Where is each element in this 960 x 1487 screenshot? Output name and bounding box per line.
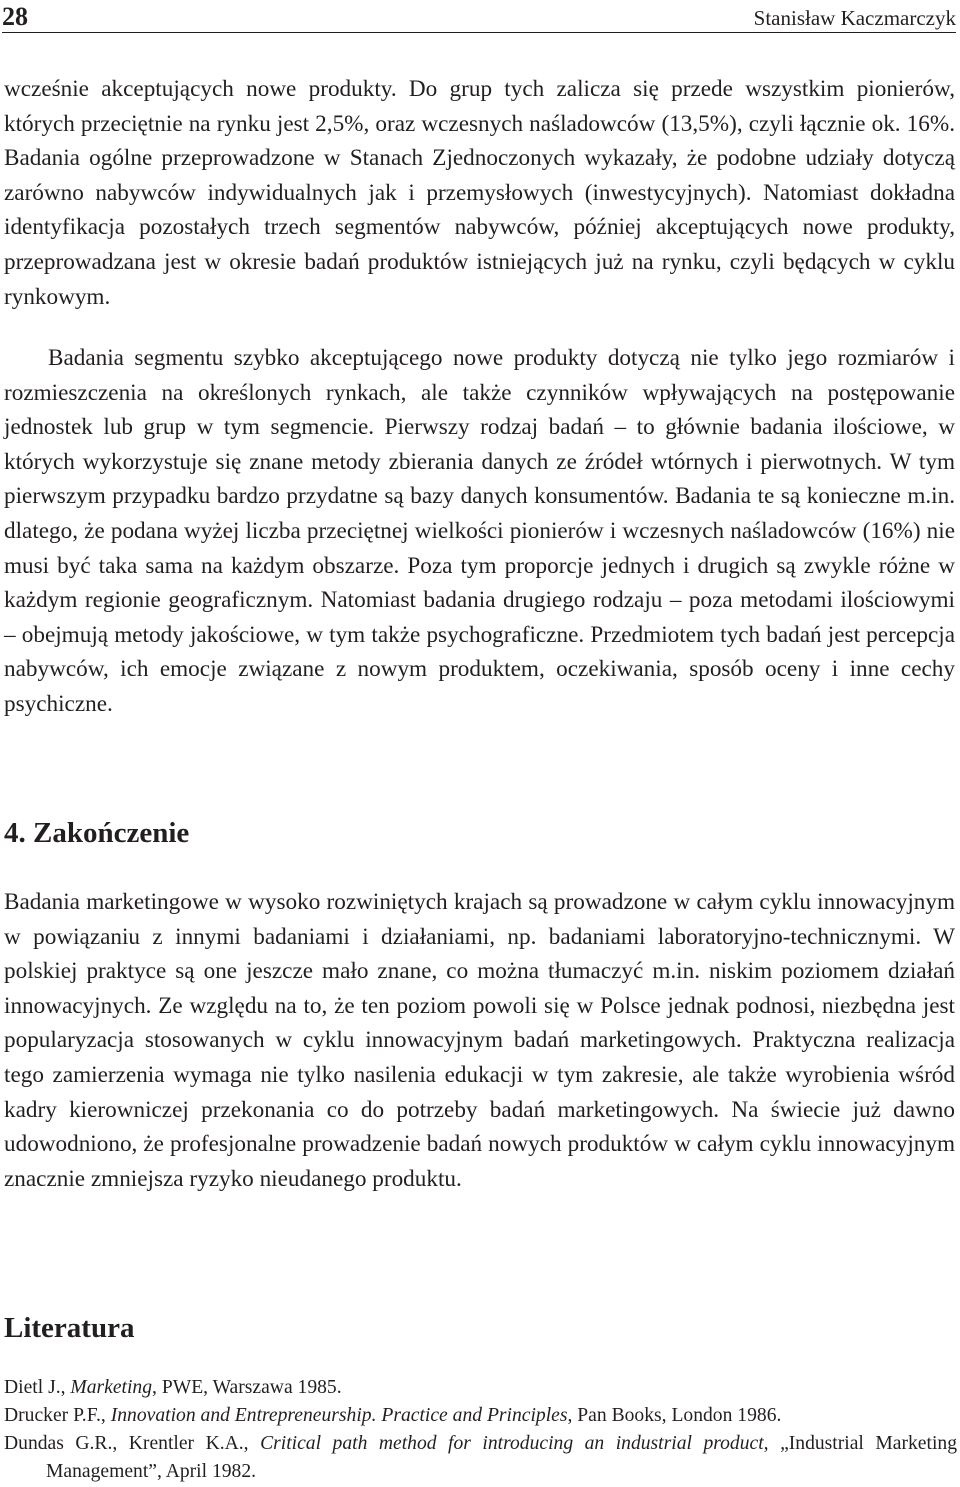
reference-item [4, 1430, 957, 1486]
reference-publisher: , PWE, Warszawa 1985. [152, 1377, 342, 1398]
reference-author: Drucker P.F., [4, 1405, 111, 1426]
reference-publisher: , Pan Books, London 1986. [567, 1405, 782, 1426]
reference-title: Critical path method for introducing an industrial product [260, 1433, 764, 1454]
paragraph-2: Badania segmentu szybko akceptującego nowe produkty dotyczą nie tylko jego rozmiarów i rozmieszczenia na określonych rynkach, ale także czynników wpływających na postępowanie jednostek lub grup w tym segmencie. Pierwszy rodzaj badań – to głównie badania ilościowe, w których wykorzystuje się znane metody zbierania danych ze źródeł wtórnych i pierwotnych. W tym pierwszym przypadku bardzo przydatne są bazy danych konsumentów. Badania te są konieczne m.in. dlatego, że podana wyżej liczba przeciętnej wielkości pionierów i wczesnych naśladowców (16%) nie musi być taka sama na każdym obszarze. Poza tym proporcje jednych i drugich są zwykle różne w każdym regionie geograficznym. Natomiast badania drugiego rodzaju – poza metodami ilościowymi – obejmują metody jakościowe, w tym także psychograficzne. Przedmiotem tych badań jest percepcja nabywców, ich emocje związane z nowym produktem, oczekiwania, sposób oceny i inne cechy psychiczne. [4, 345, 955, 717]
page-number: 28 [2, 2, 28, 31]
paragraph-1: wcześnie akceptujących nowe produkty. Do grup tych zalicza się przede wszystkim pionierów, których przeciętnie na rynku jest 2,5%, oraz wczesnych naśladowców (13,5%), czyli łącznie ok. 16%. Badania ogólne przeprowadzone w Stanach Zjednoczonych wykazały, że podobne udziały dotyczą zarówno nabywców indywidualnych jak i przemysłowych (inwestycyjnych). Natomiast dokładna identyfikacja pozostałych trzech segmentów nabywców, później akceptujących nowe produkty, przeprowadzana jest w okresie badań produktów istniejących już na rynku, czyli będących w cyklu rynkowym. [4, 76, 955, 310]
section-heading-literature: Literatura [4, 1312, 135, 1344]
running-head-author: Stanisław Kaczmarczyk [753, 6, 956, 30]
reference-title: Innovation and Entrepreneurship. Practice and Principles [110, 1405, 568, 1426]
section-heading-conclusion: 4. Zakończenie [4, 817, 190, 849]
running-header [2, 2, 956, 33]
reference-title: Marketing [70, 1377, 153, 1398]
reference-publisher: , „Industrial Marketing Management”, April 1982. [46, 1433, 957, 1482]
reference-author: Dundas G.R., Krentler K.A., [4, 1433, 261, 1454]
reference-author: Dietl J., [4, 1377, 71, 1398]
reference-item [4, 1374, 957, 1402]
paragraph-conclusion: Badania marketingowe w wysoko rozwiniętych krajach są prowadzone w całym cyklu innowacyjnym w powiązaniu z innymi badaniami i działaniami, np. badaniami laboratoryjno-technicznymi. W polskiej praktyce są one jeszcze mało znane, co można tłumaczyć m.in. niskim poziomem działań innowacyjnych. Ze względu na to, że ten poziom powoli się w Polsce jednak podnosi, niezbędna jest popularyzacja stosowanych w cyklu innowacyjnym badań marketingowych. Praktyczna realizacja tego zamierzenia wymaga nie tylko nasilenia edukacji w tym zakresie, ale także wyrobienia wśród kadry kierowniczej przekonania co do potrzeby badań marketingowych. Na świecie już dawno udowodniono, że profesjonalne prowadzenie badań nowych produktów w całym cyklu innowacyjnym znacznie zmniejsza ryzyko nieudanego produktu. [4, 889, 955, 1192]
reference-item [4, 1402, 957, 1430]
reference-list [4, 1374, 957, 1486]
